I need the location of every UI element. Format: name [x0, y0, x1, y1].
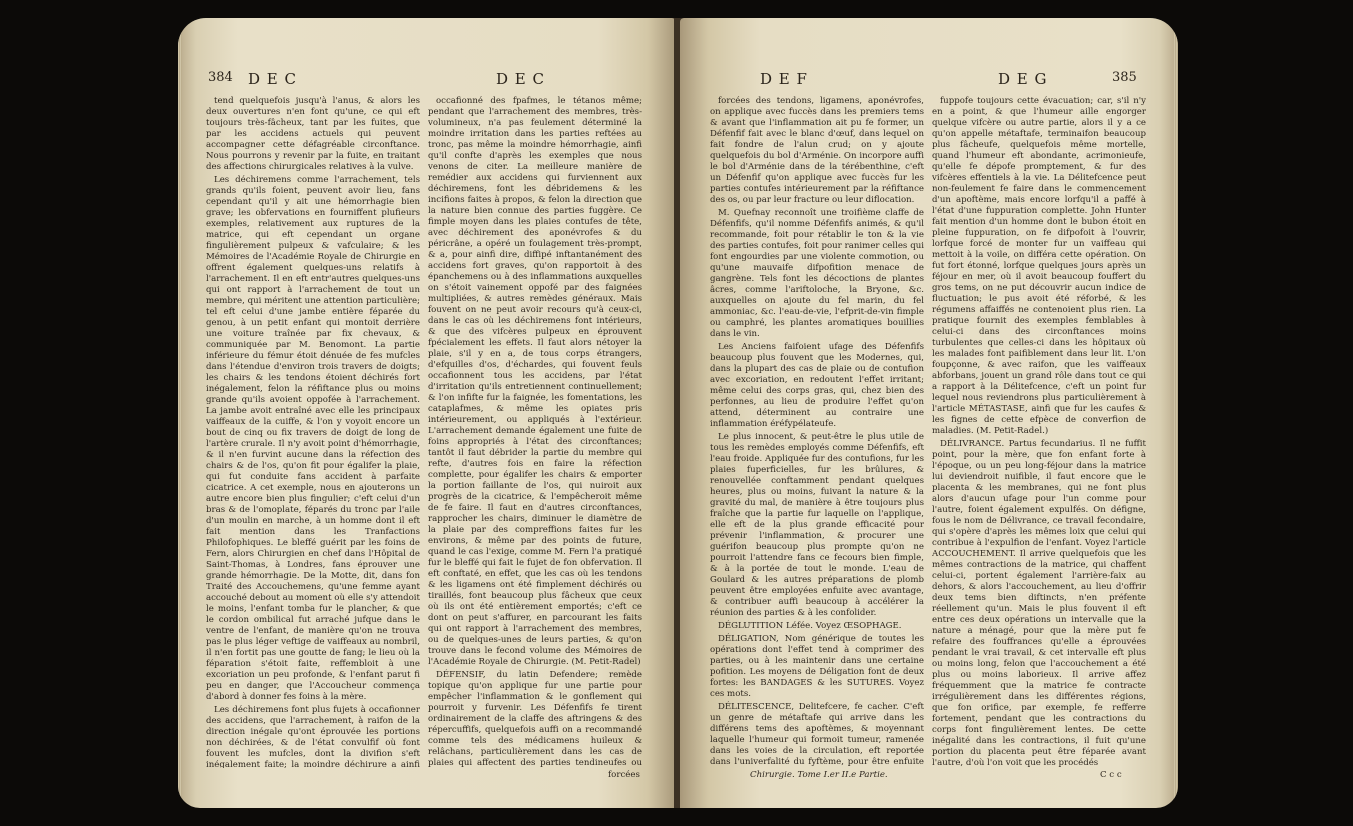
right-column-2 [932, 96, 1146, 768]
right-running-head-1: D E F [760, 70, 808, 88]
left-running-head-1: D E C [248, 70, 297, 88]
paragraph: Les déchiremens comme l'arrachement, tels grands qu'ils foient, peuvent avoir lieu, fans cependant qu'il y ait une hémorrhagie bien grave; les obfervations en fourniffent plufieurs exemples, relativement aux ruptures de la matrice, qui eft cependant un organe fingulièrement pulpeux & vafculaire; & les Mémoires de l'Académie Royale de Chirurgie en offrent également quelques-uns relatifs à l'arrachement. Il en eft entr'autres quelques-uns qui ont rapport à l'arrachement de tout un membre, qui méritent une attention particulière; tel eft celui d'une jambe entière féparée du genou, à un petit enfant qui montoit derrière une voiture traînée par fix chevaux, & communiquée par M. Benomont. La partie inférieure du fémur étoit dénuée de fes mufcles dans l'étendue d'environ trois travers de doigts; les chairs & les tendons étoient déchirés fort inégalement, felon la réfiftance plus ou moins grande qu'ils avoient oppofée à l'arrachement. La jambe avoit entraîné avec elle les principaux vaiffeaux de la cuiffe, & l'on y voyoit encore un bout de cinq ou fix travers de doigt de long de l'artère crurale. Il n'y avoit point d'hémorrhagie, & il n'en furvint aucune dans la réfection des chairs & de l'os, qu'on fit pour égalifer la plaie, qui fut conduite fans accident à parfaite cicatrice. A cet exemple, nous en ajouterons un autre encore bien plus fingulier; c'eft celui d'un bras & de l'omoplate, féparés du tronc par l'aile d'un moulin en marche, à un homme dont il eft fait mention dans les Tranfactions Philofophiques. Le bleffé guérit par les foins de Fern, alors Chirurgien en chef dans l'Hôpital de Saint-Thomas, à Londres, fans éprouver une grande hémorrhagie. De la Motte, dit, dans fon Traité des Accouchemens, qu'une femme ayant accouché debout au moment où elle s'y attendoit le moins, l'enfant tomba fur le plancher, & que le cordon ombilical fut arraché jufque dans le ventre de l'enfant, de manière qu'on ne trouva pas le plus léger veftige de vaiffeaux au nombril, il n'en fortit pas une goutte de fang; le lieu où la féparation s'étoit faite, reffembloit à une excoriation un peu profonde, & l'enfant parut fi peu en danger, que l'Accoucheur commença d'abord à donner fes foins à la mère. [206, 175, 420, 702]
left-column-1 [206, 96, 420, 768]
paragraph: Le plus innocent, & peut-être le plus utile de tous les remèdes employés comme Défenfifs, eft l'eau froide. Appliquée fur des contufions, fur les plaies fuperficielles, fur les brûlures, & renouvellée conftamment pendant quelques heures, plus ou moins, fuivant la nature & la gravité du mal, de manière à être toujours plus fraîche que la partie fur laquelle on l'applique, elle eft de la plus grande efficacité pour prévenir l'inflammation, & procurer une guérifon beaucoup plus prompte qu'on ne pourroit l'attendre fans ce fecours bien fimple, & à la portée de tout le monde. L'eau de Goulard & les autres préparations de plomb peuvent être employées enfuite avec avantage, & contribuer auffi beaucoup à accélérer la réunion des parties & à les confolider. [710, 432, 924, 618]
paragraph: DÉGLUTITION Léfée. Voyez ŒSOPHAGE. [718, 621, 902, 631]
left-page [178, 18, 676, 808]
left-page-edges [178, 24, 182, 804]
right-footer-title: Chirurgie. Tome I.er II.e Partie. [750, 770, 888, 780]
right-page [680, 18, 1178, 808]
right-running-head-2: D E G [998, 70, 1048, 88]
paragraph: fuppofe toujours cette évacuation; car, s'il n'y en a point, & que l'humeur aille engorger quelque vifcère ou autre partie, alors il y a ce qu'on appelle métaftafe, terminaifon beaucoup plus fâcheufe, quelquefois même mortelle, quand l'humeur eft abondante, acrimonieufe, qu'elle fe dépofe promptement, & fur des vifcères effentiels à la vie. La Délitefcence peut non-feulement fe faire dans le commencement d'un apoftème, mais encore lorfqu'il a paffé à l'état d'une fuppuration complette. John Hunter fait mention d'un homme dont le bubon étoit en pleine fuppuration, on fe difpofoit à l'ouvrir, lorfque forcé de monter fur un vaiffeau qui mettoit à la voile, on différa cette opération. On fut fort étonné, lorfque quelques jours après un féjour en mer, où il avoit beaucoup fouffert du gros tems, on ne put découvrir aucun indice de fluctuation; le pus avoit été réforbé, & les régumens affaiffés ne contenoient plus rien. La pratique fournit des exemples femblables à celui-ci dans des circonftances moins turbulentes que celles-ci dans les hôpitaux où les malades font paifiblement dans leur lit. L'on foupçonne, & avec raifon, que les vaiffeaux abforbans, jouent un grand rôle dans tout ce qui a rapport à la Délitefcence, c'eft un point fur lequel nous reviendrons plus particulièrement à l'article MÉTASTASE, ainfi que fur les caufes & les fignes de cette efpèce de converfion de maladies. (M. Petit-Radel.) [932, 96, 1146, 436]
paragraph: M. Quefnay reconnoît une troifième claffe de Défenfifs, qu'il nomme Défenfifs animés, & qu'il recommande, foit pour rétablir le ton & la vie des parties contufes, foit pour ranimer celles qui font engourdies par une violente commotion, ou qu'une mauvaife difpofition menace de gangrène. Tels font les décoctions de plantes âcres, comme l'ariftoloche, la Bryone, &c. auxquelles on ajoute du fel marin, du fel ammoniac, &c. l'eau-de-vie, l'efprit-de-vin fimple ou camphré, les plantes aromatiques bouillies dans le vin. [710, 208, 924, 339]
left-page-number: 384 [208, 70, 233, 85]
left-running-head-2: D E C [496, 70, 545, 88]
paragraph: Les Anciens faifoient ufage des Défenfifs beaucoup plus fouvent que les Modernes, qui, dans la plupart des cas de plaie ou de contufion avec excoriation, en redoutent l'effet irritant; même celui des corps gras, qui, chez bien des perfonnes, au lieu de produire l'effet qu'on attend, déterminent au contraire une inflammation éréfypélateufe. [710, 342, 924, 429]
paragraph: occafionné des fpafmes, le tétanos même; pendant que l'arrachement des membres, très-volumineux, n'a pas feulement déterminé la moindre irritation dans les parties reftées au tronc, pas même la moindre hémorrhagie, ainfi qu'il confte d'après les exemples que nous venons de citer. La meilleure manière de remédier aux accidens qui furviennent aux déchiremens, font les débridemens & les incifions faites à propos, & felon la direction que la nature bien connue des parties fuggère. Ce fimple moyen dans les plaies contufes de tête, avec déchirement des aponévrofes & du péricrâne, a opéré un foulagement très-prompt, & a, pour ainfi dire, diffipé inftantanément des accidens fort graves, qu'on rapportoit à des épanchemens ou à des inflammations auxquelles on s'étoit vainement oppofé par des faignées multipliées, & autres remèdes généraux. Mais fouvent on ne peut avoir recours qu'à ceux-ci, dans le cas où les déchiremens font intérieurs, & que des vifcères pulpeux en éprouvent fpécialement les effets. Il faut alors nétoyer la plaie, s'il y en a, de tous corps étrangers, d'efquilles d'os, d'échardes, qui fouvent feuls occafionnent tous les accidens, par l'état d'irritation qu'ils entretiennent continuellement; & l'on infifte fur la faignée, les fomentations, les cataplafmes, & même les opiates pris intérieurement, ou appliqués à l'extérieur. L'arrachement demande également une fuite de foins appropriés à l'état des circonftances; tantôt il faut débrider la partie du membre qui refte, d'autres fois en faire la réfection complette, pour égalifer les chairs & emporter la portion faillante de l'os, qui nuiroit aux progrès de la cicatrice, & l'empêcheroit même de fe faire. Il faut en d'autres circonftances, rapprocher les chairs, diminuer le diamètre de la plaie par des compreffions faites fur les environs, & même par des points de future, quand le cas l'exige, comme M. Fern l'a pratiqué fur le bleffé qui fait le fujet de fon obfervation. Il eft conftaté, en effet, que les cas où les tendons & les ligamens ont été fimplement déchirés ou tiraillés, font beaucoup plus fâcheux que ceux où ils ont été entièrement emportés; c'eft ce dont on peut s'affurer, en parcourant les faits qui ont rapport à l'arrachement des membres, ou de quelques-unes de leurs parties, & qu'on trouve dans le fecond volume des Mémoires de l'Académie Royale de Chirurgie. (M. Petit-Radel) [428, 96, 642, 667]
left-catchword: forcées [608, 770, 640, 780]
left-column-2 [428, 96, 642, 768]
paragraph: Les déchiremens font plus fujets à occafionner des accidens, que l'arrachement, à raifon de la direction inégale qu'ont éprouvée les portions non déchirées, & de l'état convulfif où font fouvent les mufcles, dont la divifion s'eft inégalement faite; la moindre déchirure a ainfi [206, 705, 420, 768]
right-page-edges [1174, 24, 1178, 804]
paragraph: DÉLIVRANCE. Partus fecundarius. Il ne fuffit point, pour la mère, que fon enfant forte à l'époque, ou un peu long-féjour dans la matrice lui deviendroit nuifible, il faut encore que le placenta & les membranes, qui ne font plus alors d'aucun ufage pour l'un comme pour l'autre, foient également expulfés. On défigne, fous le nom de Délivrance, ce travail fecondaire, qui s'opère d'après les mêmes loix que celui qui contribue à l'expulfion de l'enfant. Voyez l'article ACCOUCHEMENT. Il arrive quelquefois que les mêmes contractions de la matrice, qui chaffent celui-ci, portent également l'arrière-faix au dehors, & alors l'accouchement, au lieu d'offrir deux tems bien diftincts, n'en préfente réellement qu'un. Mais le plus fouvent il eft entre ces deux opérations un intervalle que la nature a ménagé, pour que la mère put fe refaire des fouffrances qu'elle a éprouvées pendant le vrai travail, & cet intervalle eft plus ou moins long, felon que l'accouchement a été plus ou moins laborieux. Il arrive affez fréquemment que la matrice fe contracte irrégulièrement dans les différentes régions, que fon orifice, par exemple, fe refferre fortement, pendant que les contractions du corps font fingulièrement lentes. De cette inégalité dans les contractions, il fuit qu'une portion du placenta peut être féparée avant l'autre, d'où l'on voit que les procédés [932, 439, 1146, 768]
paragraph: DÉLIGATION, Nom générique de toutes les opérations dont l'effet tend à comprimer des parties, ou à les maintenir dans une certaine pofition. Les moyens de Déligation font de deux fortes: les BANDAGES & les SUTURES. Voyez ces mots. [710, 634, 924, 699]
paragraph: forcées des tendons, ligamens, aponévrofes, on applique avec fuccès dans les premiers tems & avant que l'inflammation ait pu fe former, un Défenfif fait avec le blanc d'œuf, dans lequel on fait fondre de l'alun crud; on y ajoute quelquefois du bol d'Arménie. On incorpore auffi le bol d'Arménie dans de la térébenthine, c'eft un Défenfif qu'on applique avec fuccès fur les parties contufes intérieurement par la réfiftance des os, ou par leur fracture ou leur diflocation. [710, 96, 924, 205]
right-column-1 [710, 96, 924, 768]
open-book [178, 18, 1178, 818]
right-page-number: 385 [1112, 70, 1137, 85]
right-signature-mark: C c c [1100, 770, 1122, 780]
paragraph: DÉLITESCENCE, Delitefcere, fe cacher. C'eft un genre de métaftafe qui arrive dans les différens tems des apoftèmes, & moyennant laquelle l'humeur qui formoit tumeur, ramenée dans les voies de la circulation, eft reportée dans l'univerfalité du fyftème, pour être enfuite [710, 702, 924, 767]
paragraph: DÉFENSIF, du latin Defendere; remède topique qu'on applique fur une partie pour empêcher l'inflammation & le gonflement qui pourroit y furvenir. Les Défenfifs fe tirent ordinairement de la claffe des aftringens & des répercuffifs, quelquefois auffi on a recommandé comme tels des médicamens huileux & relâchans, particulièrement dans les cas de plaies qui affectent des parties tendineufes ou [428, 670, 642, 768]
paragraph: tend quelquefois jusqu'à l'anus, & alors les deux ouvertures n'en font qu'une, ce qui eft toujours très-fâcheux, tant par les fuites, que par les accidens actuels qui peuvent accompagner cette défagréable circonftance. Nous pourrons y revenir par la fuite, en traitant des affections chirurgicales relatives à la vulve. [206, 96, 420, 172]
